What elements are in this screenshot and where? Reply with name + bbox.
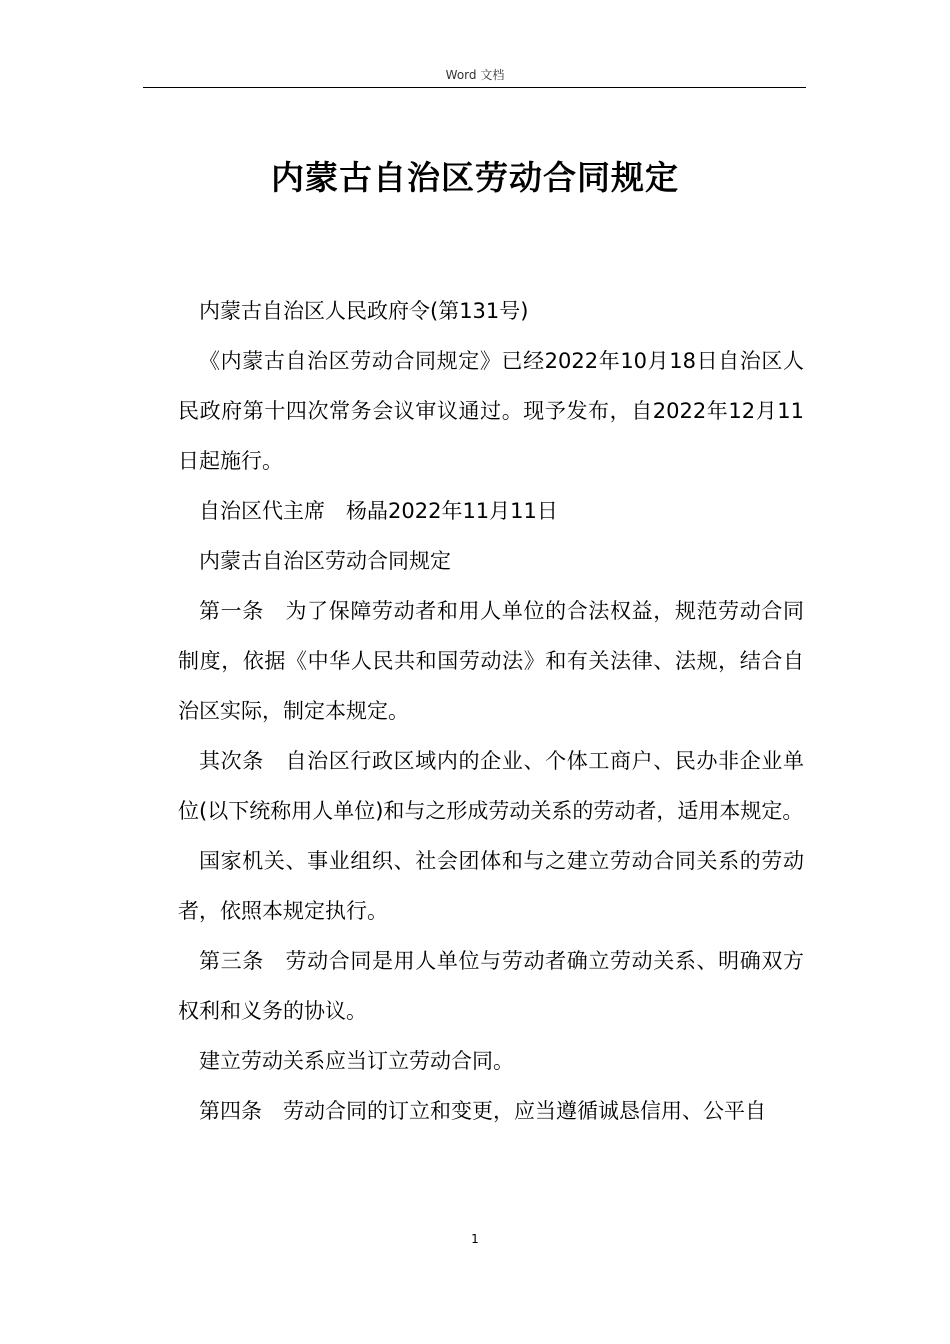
page-header: Word 文档 [445,68,505,82]
paragraph-decree-number: 内蒙古自治区人民政府令(第131号) [199,299,529,323]
paragraph-article-2-cont: 国家机关、事业组织、社会团体和与之建立劳动合同关系的劳动者，依照本规定执行。 [178,849,804,923]
document-title: 内蒙古自治区劳动合同规定 [271,158,679,197]
document-body [178,286,804,1136]
paragraph-article-4: 第四条 劳动合同的订立和变更，应当遵循诚恳信用、公平自 [199,1099,766,1123]
paragraph-article-3: 第三条 劳动合同是用人单位与劳动者确立劳动关系、明确双方权利和义务的协议。 [178,949,804,1023]
paragraph-promulgation: 《内蒙古自治区劳动合同规定》已经2022年10月18日自治区人民政府第十四次常务会议审议通过。现予发布，自2022年12月11日起施行。 [178,349,804,473]
paragraph-article-1: 第一条 为了保障劳动者和用人单位的合法权益，规范劳动合同制度，依据《中华人民共和国劳动法》和有关法律、法规，结合自治区实际，制定本规定。 [178,599,804,723]
paragraph-subtitle: 内蒙古自治区劳动合同规定 [199,549,451,573]
header-divider [143,87,806,88]
page-number: 1 [471,1232,479,1246]
paragraph-article-3-cont: 建立劳动关系应当订立劳动合同。 [199,1049,514,1073]
paragraph-signature: 自治区代主席 杨晶2022年11月11日 [199,499,558,523]
paragraph-article-2: 其次条 自治区行政区域内的企业、个体工商户、民办非企业单位(以下统称用人单位)和与之形成劳动关系的劳动者，适用本规定。 [178,749,804,823]
